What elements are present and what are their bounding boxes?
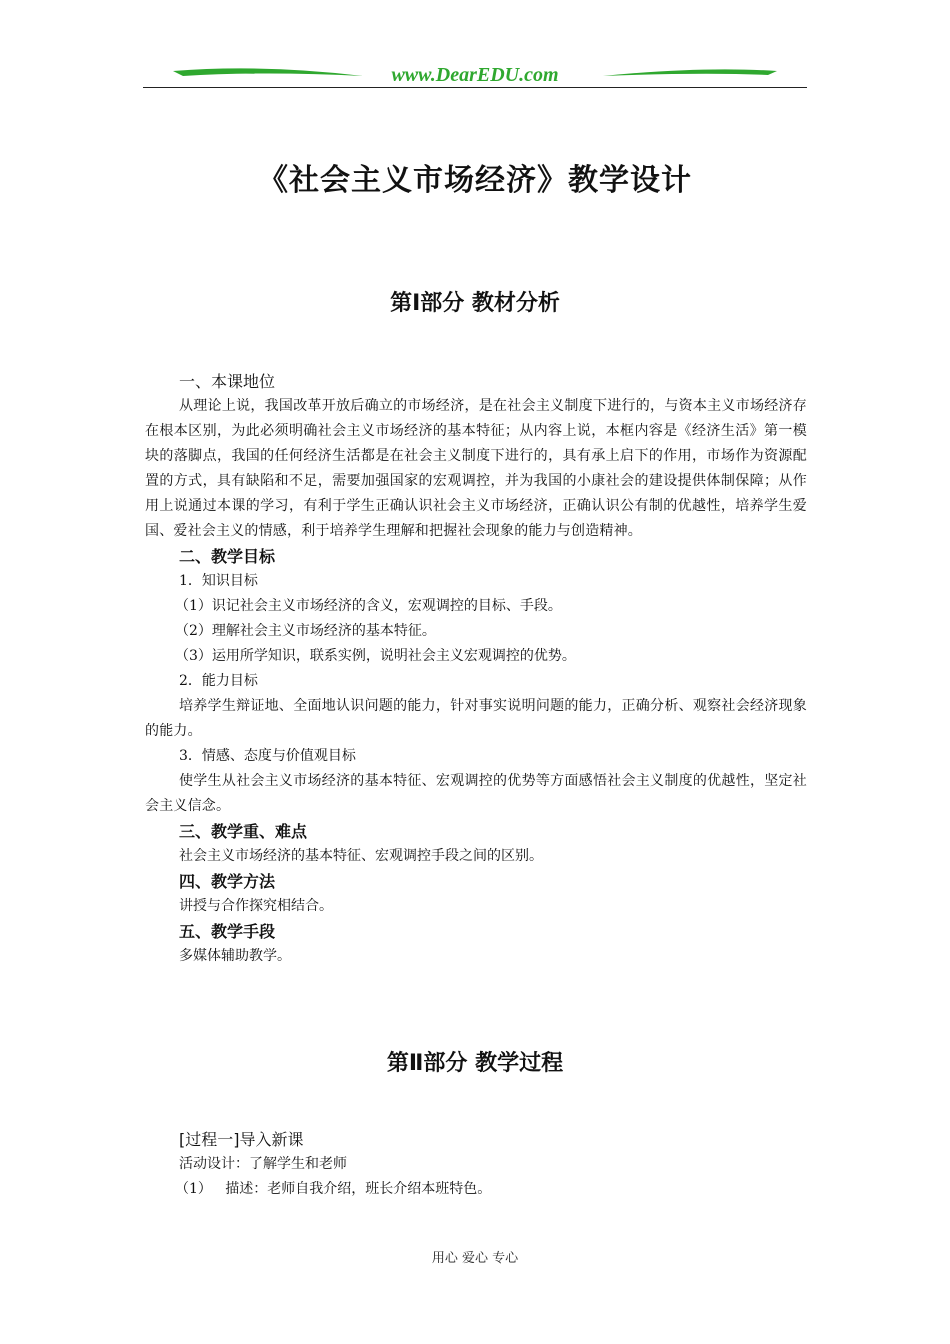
goal-knowledge-item-1: （1）识记社会主义市场经济的含义，宏观调控的目标、手段。: [175, 598, 562, 614]
keypoints-text: 社会主义市场经济的基本特征、宏观调控手段之间的区别。: [179, 848, 543, 864]
activity-design: 活动设计：了解学生和老师: [179, 1156, 347, 1172]
part1-title: 第Ⅰ部分 教材分析: [390, 291, 560, 316]
goal-ability-title: 2．能力目标: [179, 673, 258, 689]
process-step-1: （1） 描述：老师自我介绍，班长介绍本班特色。: [175, 1181, 492, 1197]
goal-ability-text: 培养学生辩证地、全面地认识问题的能力，针对事实说明问题的能力，正确分析、观察社会经济现象的能力。: [145, 698, 807, 739]
goal-attitude-title: 3．情感、态度与价值观目标: [179, 748, 356, 764]
goal-knowledge-item-2: （2）理解社会主义市场经济的基本特征。: [175, 623, 436, 639]
section-heading-keypoints: 三、教学重、难点: [179, 822, 308, 841]
goal-knowledge-title: 1．知识目标: [179, 573, 258, 589]
goal-attitude-text: 使学生从社会主义市场经济的基本特征、宏观调控的优势等方面感悟社会主义制度的优越性，坚定社会主义信念。: [145, 773, 807, 814]
section-heading-methods: 四、教学方法: [179, 872, 276, 891]
paragraph-position: 从理论上说，我国改革开放后确立的市场经济，是在社会主义制度下进行的，与资本主义市场经济存在根本区别，为此必须明确社会主义市场经济的基本特征；从内容上说，本框内容是《经济生活》第一模块的落脚点，我国的任何经济生活都是在社会主义制度下进行的，具有承上启下的作用，市场作为资源配置的方式，具有缺陷和不足，需要加强国家的宏观调控，并为我国的小康社会的建设提供体制保障；从作用上说通过本课的学习，有利于学生正确认识社会主义市场经济，正确认识公有制的优越性，培养学生爱国、爱社会主义的情感，利于培养学生理解和把握社会现象的能力与创造精神。: [145, 398, 807, 539]
left-swoosh: [173, 68, 363, 76]
right-swoosh: [603, 69, 777, 76]
part1-body: [145, 369, 807, 969]
site-logo-text: www.DearEDU.com: [391, 64, 559, 86]
section-heading-goals: 二、教学目标: [179, 547, 276, 566]
section-heading-position: 一、本课地位: [179, 372, 276, 391]
section-heading-means: 五、教学手段: [179, 922, 276, 941]
methods-text: 讲授与合作探究相结合。: [179, 898, 333, 914]
header-rule: [143, 87, 807, 88]
document-title: 《社会主义市场经济》教学设计: [258, 163, 692, 198]
part2-title: 第Ⅱ部分 教学过程: [386, 1051, 564, 1076]
goal-knowledge-item-3: （3）运用所学知识，联系实例，说明社会主义宏观调控的优势。: [175, 648, 576, 664]
header-banner-logo: [143, 62, 807, 90]
page-footer: 用心 爱心 专心: [431, 1251, 519, 1266]
means-text: 多媒体辅助教学。: [179, 948, 291, 964]
process1-heading: [过程一]导入新课: [179, 1130, 304, 1149]
part2-body: [145, 1127, 807, 1202]
